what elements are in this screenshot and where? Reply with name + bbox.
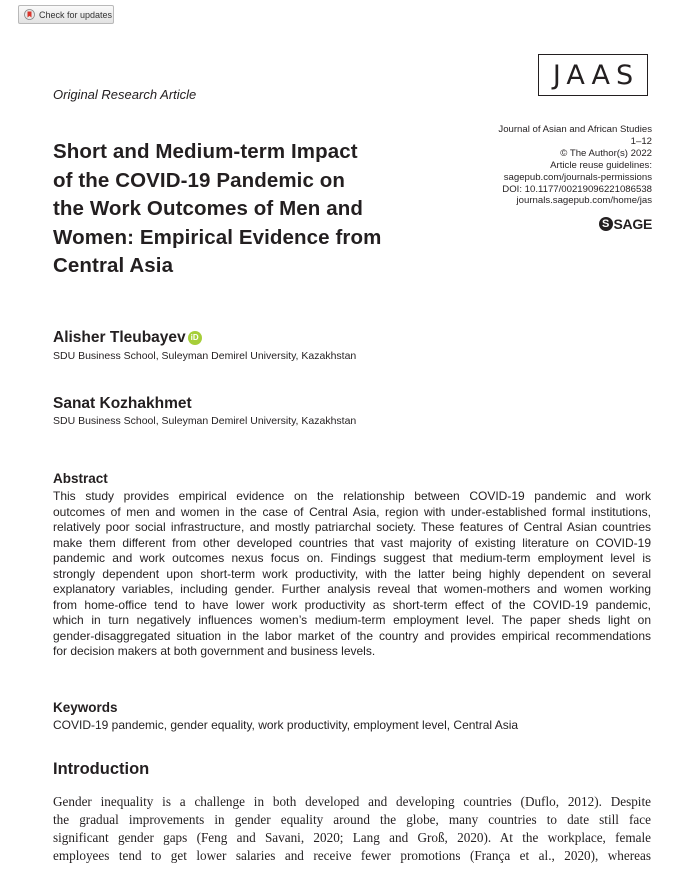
introduction-body [53, 793, 651, 865]
copyright: © The Author(s) 2022 [560, 147, 652, 159]
abstract-line: make them different from other developed countries that vast majority of existing literature on COVID-19 [53, 535, 651, 550]
introduction-line: Gender inequality is a challenge in both developed and developing countries (Duflo, 2012). Despite [53, 794, 651, 809]
sage-mark-icon: S [599, 217, 613, 231]
author-affiliation: SDU Business School, Suleyman Demirel University, Kazakhstan [53, 350, 357, 362]
abstract-line: from home-office tend to have lower work productivity as short-term effect of the COVID-19 pandemic, [53, 597, 651, 612]
permissions-link[interactable]: sagepub.com/journals-permissions [503, 171, 652, 183]
abstract-line: This study provides empirical evidence on the relationship between COVID-19 pandemic and work [53, 489, 651, 503]
title-line: the Work Outcomes of Men and [53, 197, 363, 220]
title-line: of the COVID-19 Pandemic on [53, 168, 346, 192]
keywords-list: COVID-19 pandemic, gender equality, work productivity, employment level, Central Asia [53, 718, 519, 732]
publisher-logo [599, 216, 652, 232]
keywords-heading: Keywords [53, 700, 118, 715]
doi-link[interactable]: DOI: 10.1177/00219096221086538 [502, 183, 652, 195]
author-name [53, 395, 192, 413]
journal-logo: JAAS [538, 54, 648, 96]
check-for-updates-button[interactable] [18, 5, 114, 24]
publisher-logo-text: SAGE [613, 216, 652, 232]
journal-name: Journal of Asian and African Studies [498, 124, 652, 135]
journal-home-link[interactable]: journals.sagepub.com/home/jas [516, 195, 652, 207]
author-affiliation: SDU Business School, Suleyman Demirel University, Kazakhstan [53, 415, 357, 427]
title-line: Women: Empirical Evidence from [53, 225, 382, 249]
abstract-line: gender-disaggregated situation in the labor market of the country and provides empirical recommendations [53, 628, 651, 643]
author-name [53, 329, 202, 347]
paper-title [53, 138, 473, 281]
title-line: Short and Medium-term Impact [53, 140, 358, 163]
author-name-text: Sanat Kozhakhmet [53, 395, 192, 412]
introduction-line: significant gender gaps (Feng and Savani, 2020; Lang and Groß, 2020). At the workplace, female [53, 830, 651, 845]
abstract-line: explanatory variables, including gender. Further analysis reveal that women-mothers and women working [53, 582, 651, 596]
abstract-heading: Abstract [53, 471, 108, 486]
bookmark-ribbon-icon [24, 9, 35, 20]
title-line: Central Asia [53, 254, 174, 277]
abstract-line: outcomes of men and women in the case of Central Asia, region with under-established formal institutions, [53, 504, 651, 519]
article-type: Original Research Article [53, 87, 197, 102]
abstract-line: pandemic and work outcomes nexus focus on. Findings suggest that medium-term employment level is [53, 551, 651, 565]
abstract-line: which in turn negatively influences women’s medium-term employment level. The paper sheds light on [53, 613, 651, 627]
abstract-line: for decision makers at both government and business levels. [53, 644, 376, 658]
reuse-label: Article reuse guidelines: [550, 159, 652, 171]
introduction-line: employees tend to get lower salaries and receive fewer promotions (França et al., 2020), whereas [53, 848, 651, 863]
abstract-body [53, 489, 651, 660]
check-for-updates-label: Check for updates [39, 9, 113, 20]
author-name-text: Alisher Tleubayev [53, 329, 186, 346]
introduction-heading: Introduction [53, 760, 150, 778]
abstract-line: strongly dependent upon short-term work productivity, with the latter being highly dependent on several [53, 566, 651, 581]
abstract-line: relatively poor social infrastructure, and mostly patriarchal society. These features of Central Asian countries [53, 520, 651, 534]
page-range: 1–12 [630, 135, 652, 147]
orcid-icon[interactable]: iD [188, 331, 202, 345]
introduction-line: the gradual improvements in gender equality around the globe, many countries to date still face [53, 812, 651, 827]
